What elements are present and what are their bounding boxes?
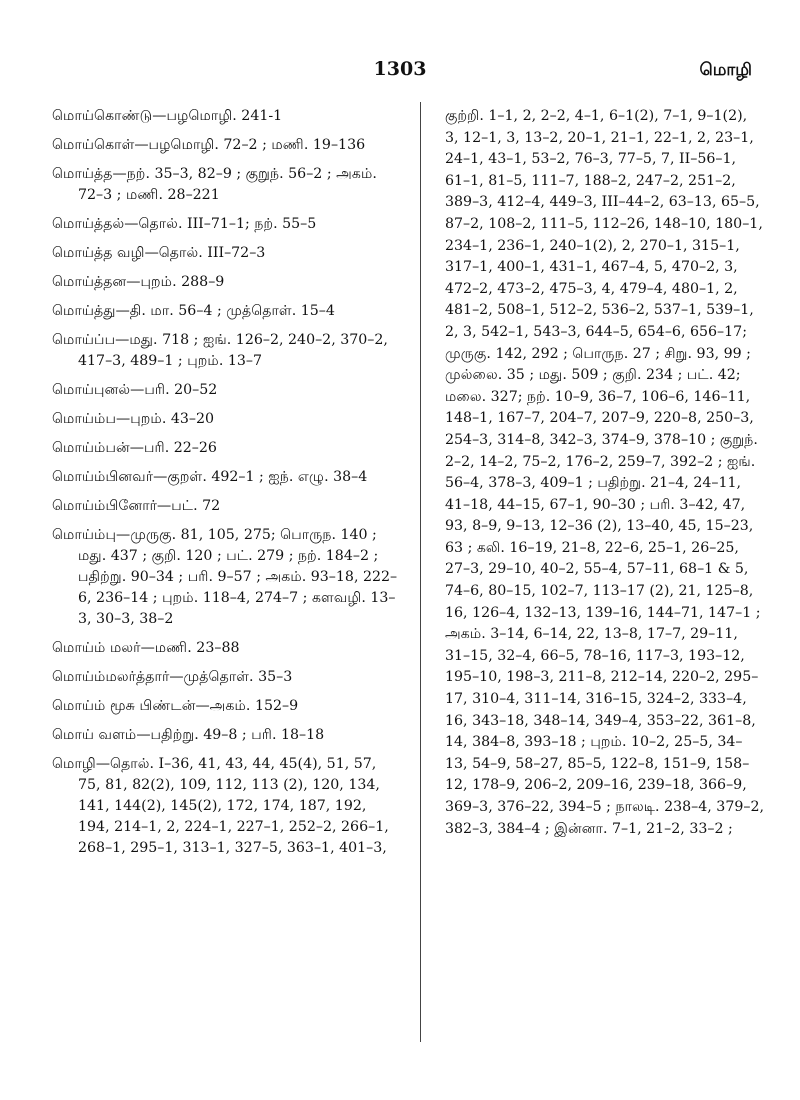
right-column [445, 106, 765, 840]
column-divider [420, 102, 421, 1042]
index-entry: மொய்ம்பன்—பரி. 22–26 [52, 440, 217, 456]
index-entry: மொய்கொண்டு—பழமொழி. 241-1 [52, 108, 283, 124]
index-entry: மொய்கொள்—பழமொழி. 72–2 ; மணி. 19–136 [52, 137, 366, 153]
left-column [52, 106, 400, 867]
index-entry: மொய்புனல்—பரி. 20–52 [52, 382, 218, 398]
index-entry: மொய்ம்மலர்த்தார்—முத்தொள். 35–3 [52, 669, 293, 685]
index-entry: மொய்ம்ப—புறம். 43–20 [52, 411, 215, 427]
index-entry: மொழி—தொல். I–36, 41, 43, 44, 45(4), 51, 57, 75, 81, 82(2), 109, 112, 113 (2), 120, 134, 141, 144(2), 145(2), 172, 174, 187, 192, 194, 214–1, 2, 224–1, 227–1, 252–2, 266–1, 268–1, 295–1, 313–1, 327–5, 363–1, 401–3, [52, 756, 389, 856]
index-entry: மொய்த்து—தி. மா. 56–4 ; முத்தொள். 15–4 [52, 303, 335, 319]
index-entry: மொய்த்த—நற். 35–3, 82–9 ; குறுந். 56–2 ; அகம். 72–3 ; மணி. 28–221 [52, 166, 377, 203]
index-entry: மொய்ம்பு—முருகு. 81, 105, 275; பொருந. 140 ; மது. 437 ; குறி. 120 ; பட். 279 ; நற். 184–2 ; பதிற்று. 90–34 ; பரி. 9–57 ; அகம். 93–18, 222–6, 236–14 ; புறம். 118–4, 274–7 ; களவழி. 13–3, 30–3, 38–2 [52, 527, 398, 627]
index-entry: மொய்ம்பினோர்—பட். 72 [52, 498, 221, 514]
index-entry: மொய்ம்பினவர்—குறள். 492–1 ; ஐந். எழு. 38–4 [52, 469, 368, 485]
index-entry: மொய்ம் மலர்—மணி. 23–88 [52, 640, 240, 656]
index-entry: மொய்ப்ப—மது. 718 ; ஐங். 126–2, 240–2, 370–2, 417–3, 489–1 ; புறம். 13–7 [52, 332, 388, 369]
index-entry: மொய் வளம்—பதிற்று. 49–8 ; பரி. 18–18 [52, 727, 325, 743]
index-entry: மொய்ம் மூசு பிண்டன்—அகம். 152–9 [52, 698, 299, 714]
running-head: மொழி [699, 60, 752, 80]
page-number: 1303 [373, 58, 427, 80]
index-entry: மொய்த்த வழி—தொல். III–72–3 [52, 245, 266, 261]
index-entry: மொய்த்தல்—தொல். III–71–1; நற். 55–5 [52, 216, 317, 232]
entry-continuation: குற்றி. 1–1, 2, 2–2, 4–1, 6–1(2), 7–1, 9–1(2), 3, 12–1, 3, 13–2, 20–1, 21–1, 22–1, 2, 23–1, 24–1, 43–1, 53–2, 76–3, 77–5, 7, II–56–1, 61–1, 81–5, 111–7, 188–2, 247–2, 251–2, 389–3, 412–4, 449–3, III–44–2, 63–13, 65–5, 87–2, 108–2, 111–5, 112–26, 148–10, 180–1, 234–1, 236–1, 240–1(2), 2, 270–1, 315–1, 317–1, 400–1, 431–1, 467–4, 5, 470–2, 3, 472–2, 473–2, 475–3, 4, 479–4, 480–1, 2, 481–2, 508–1, 512–2, 536–2, 537–1, 539–1, 2, 3, 542–1, 543–3, 644–5, 654–6, 656–17; முருகு. 142, 292 ; பொருந. 27 ; சிறு. 93, 99 ; முல்லை. 35 ; மது. 509 ; குறி. 234 ; பட். 42; மலை. 327; நற். 10–9, 36–7, 106–6, 146–11, 148–1, 167–7, 204–7, 207–9, 220–8, 250–3, 254–3, 314–8, 342–3, 374–9, 378–10 ; குறுந். 2–2, 14–2, 75–2, 176–2, 259–7, 392–2 ; ஐங். 56–4, 378–3, 409–1 ; பதிற்று. 21–4, 24–11, 41–18, 44–15, 67–1, 90–30 ; பரி. 3–42, 47, 93, 8–9, 9–13, 12–36 (2), 13–40, 45, 15–23, 63 ; கலி. 16–19, 21–8, 22–6, 25–1, 26–25, 27–3, 29–10, 40–2, 55–4, 57–11, 68–1 & 5, 74–6, 80–15, 102–7, 113–17 (2), 21, 125–8, 16, 126–4, 132–13, 139–16, 144–71, 147–1 ; அகம். 3–14, 6–14, 22, 13–8, 17–7, 29–11, 31–15, 32–4, 66–5, 78–16, 117–3, 193–12, 195–10, 198–3, 211–8, 212–14, 220–2, 295–17, 310–4, 311–14, 316–15, 324–2, 333–4, 16, 343–18, 348–14, 349–4, 353–22, 361–8, 14, 384–8, 393–18 ; புறம். 10–2, 25–5, 34–13, 54–9, 58–27, 85–5, 122–8, 151–9, 158–12, 178–9, 206–2, 209–16, 239–18, 366–9, 369–3, 376–22, 394–5 ; நாலடி. 238–4, 379–2, 382–3, 384–4 ; இன்னா. 7–1, 21–2, 33–2 ; [445, 108, 764, 837]
index-entry: மொய்த்தன—புறம். 288–9 [52, 274, 225, 290]
